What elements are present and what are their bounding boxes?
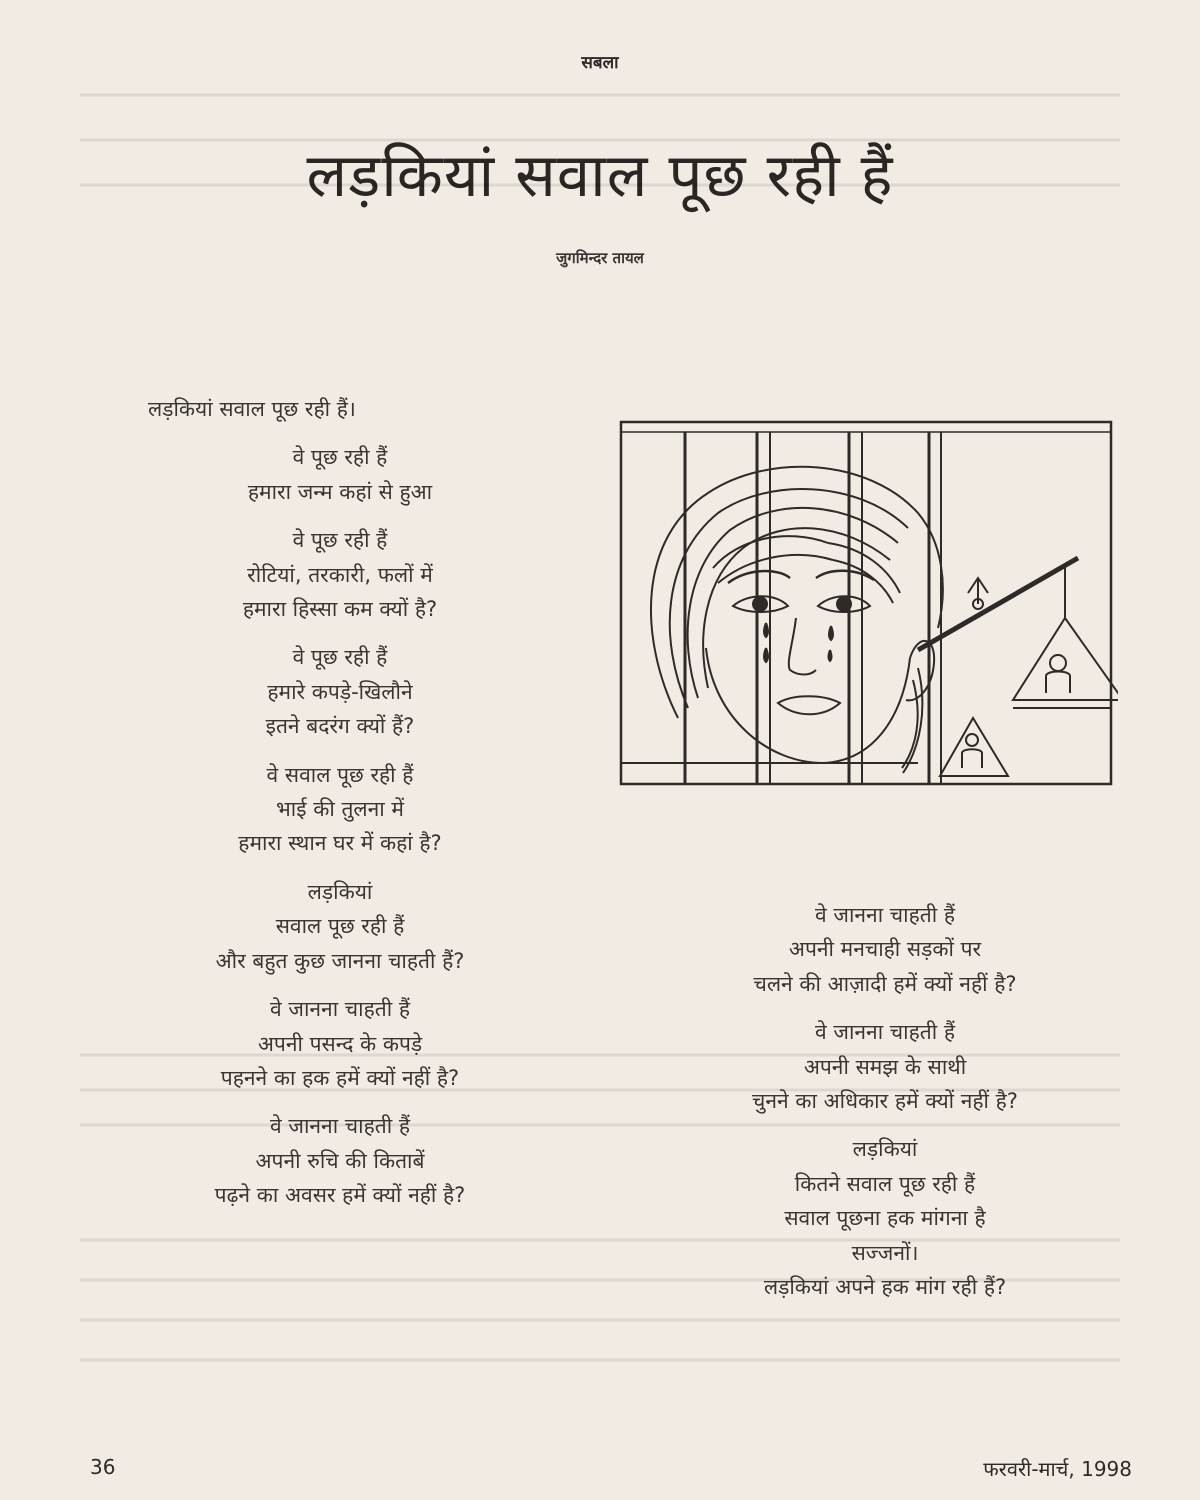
poem-line: वे जानना चाहती हैं: [815, 903, 955, 927]
poem-title: लड़कियां सवाल पूछ रही हैं: [306, 141, 894, 211]
poem-line: चलने की आज़ादी हमें क्यों नहीं है?: [753, 971, 1017, 996]
poem-line: भाई की तुलना में: [276, 797, 404, 822]
poem-right-column: [640, 898, 1130, 1318]
poem-line: वे पूछ रही हैं: [292, 645, 388, 670]
poem-line: लड़कियां: [852, 1137, 918, 1162]
poem-lead-line: [90, 392, 590, 426]
poem-line: इतने बदरंग क्यों हैं?: [265, 714, 415, 739]
poem-line: वे जानना चाहती हैं: [815, 1020, 955, 1045]
poem-stanza-4: [90, 758, 590, 861]
poem-line: लड़कियां सवाल पूछ रही हैं।: [148, 397, 356, 421]
poem-stanza-6: [90, 992, 590, 1095]
poem-left-column: [90, 392, 590, 1227]
poem-line: सज्जनों।: [851, 1240, 919, 1265]
poem-line: सवाल पूछ रही हैं: [275, 914, 405, 939]
page-number: 36: [90, 1455, 116, 1479]
poem-line: अपनी मनचाही सड़कों पर: [788, 937, 982, 962]
poem-line: हमारा जन्म कहां से हुआ: [247, 479, 433, 504]
poem-line: सवाल पूछना हक मांगना है: [784, 1206, 986, 1231]
poem-stanza-10: [640, 1132, 1130, 1304]
poem-stanza-8: [640, 898, 1130, 1001]
poem-line: वे सवाल पूछ रही हैं: [266, 762, 414, 787]
poem-line: हमारे कपड़े-खिलौने: [267, 679, 413, 704]
poem-line: रोटियां, तरकारी, फलों में: [247, 562, 433, 587]
poem-line: अपनी समझ के साथी: [803, 1054, 967, 1079]
issue-date: फरवरी-मार्च, 1998: [983, 1457, 1132, 1481]
poem-stanza-7: [90, 1109, 590, 1212]
poem-line: पहनने का हक हमें क्यों नहीं है?: [220, 1065, 460, 1090]
poem-line: कितने सवाल पूछ रही हैं: [794, 1171, 976, 1196]
poem-line: पढ़ने का अवसर हमें क्यों नहीं है?: [214, 1183, 466, 1208]
poem-stanza-2: [90, 523, 590, 626]
poem-line: लड़कियां अपने हक मांग रही हैं?: [763, 1275, 1007, 1300]
poem-line: हमारा हिस्सा कम क्यों है?: [242, 597, 438, 622]
magazine-name: सबला: [581, 53, 619, 73]
poem-line: हमारा स्थान घर में कहां है?: [238, 831, 442, 856]
poem-line: वे जानना चाहती हैं: [270, 997, 410, 1022]
poem-line: वे जानना चाहती हैं: [270, 1114, 410, 1139]
poem-line: वे पूछ रही हैं: [292, 528, 388, 553]
poem-line: और बहुत कुछ जानना चाहती हैं?: [215, 948, 465, 973]
poem-line: अपनी रुचि की किताबें: [255, 1148, 425, 1173]
poem-stanza-1: [90, 440, 590, 509]
poem-line: अपनी पसन्द के कपड़े: [257, 1031, 423, 1056]
poem-line: वे पूछ रही हैं: [292, 445, 388, 470]
girl-behind-bars-illustration: [618, 418, 1118, 788]
poem-line: लड़कियां: [307, 879, 373, 904]
poem-stanza-5: [90, 875, 590, 978]
poem-author: जुगमिन्दर तायल: [556, 249, 644, 267]
poem-stanza-9: [640, 1015, 1130, 1118]
poem-stanza-3: [90, 640, 590, 743]
poem-line: चुनने का अधिकार हमें क्यों नहीं है?: [752, 1089, 1018, 1114]
